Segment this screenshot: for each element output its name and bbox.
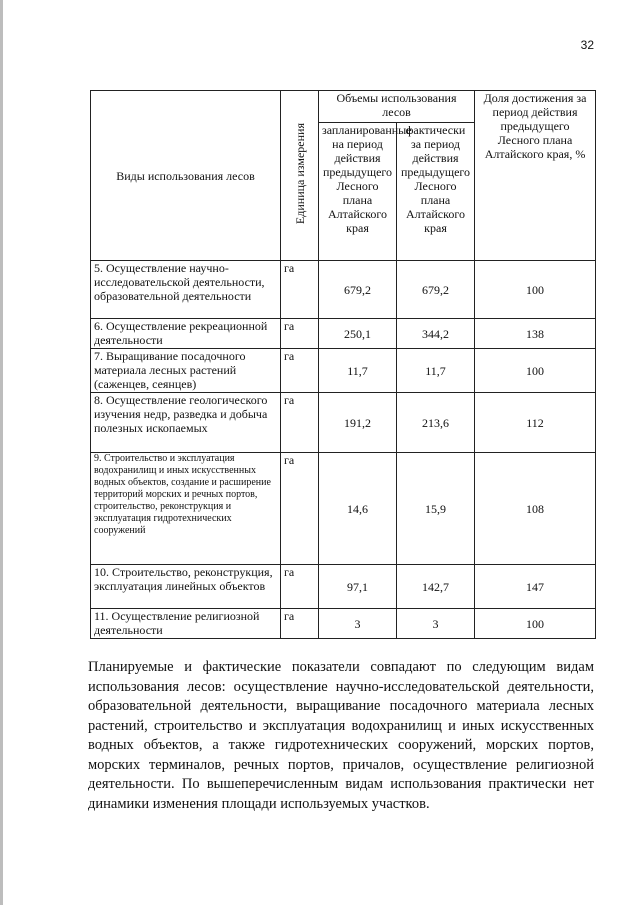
header-actual: фактически за период действия предыдущего Лесного плана Алтайского края bbox=[397, 123, 475, 261]
row-share: 138 bbox=[475, 319, 596, 349]
row-actual: 11,7 bbox=[397, 349, 475, 393]
header-planned: запланированные на период действия предыдущего Лесного плана Алтайского края bbox=[319, 123, 397, 261]
header-unit-text: Единица измерения bbox=[292, 123, 307, 225]
row-unit: га bbox=[281, 453, 319, 565]
row-unit: га bbox=[281, 261, 319, 319]
row-planned: 679,2 bbox=[319, 261, 397, 319]
row-actual: 344,2 bbox=[397, 319, 475, 349]
header-achievement-share: Доля достижения за период действия предыдущего Лесного плана Алтайского края, % bbox=[475, 91, 596, 261]
row-share: 112 bbox=[475, 393, 596, 453]
table-header bbox=[91, 91, 596, 261]
table-row bbox=[91, 393, 596, 453]
row-name: 11. Осуществление религиозной деятельности bbox=[91, 609, 281, 639]
table-row bbox=[91, 261, 596, 319]
row-name: 6. Осуществление рекреационной деятельности bbox=[91, 319, 281, 349]
row-unit: га bbox=[281, 349, 319, 393]
row-actual: 3 bbox=[397, 609, 475, 639]
row-share: 100 bbox=[475, 349, 596, 393]
row-actual: 213,6 bbox=[397, 393, 475, 453]
scan-edge bbox=[0, 0, 3, 905]
row-unit: га bbox=[281, 609, 319, 639]
row-name: 8. Осуществление геологического изучения недр, разведка и добыча полезных ископаемых bbox=[91, 393, 281, 453]
row-name: 9. Строительство и эксплуатация водохранилищ и иных искусственных водных объектов, создание и расширение территорий морских и речных портов, строительство, реконструкция и эксплуатация гидротехнических сооружений bbox=[91, 453, 281, 565]
forest-use-table bbox=[90, 90, 596, 639]
row-planned: 3 bbox=[319, 609, 397, 639]
row-actual: 15,9 bbox=[397, 453, 475, 565]
row-planned: 250,1 bbox=[319, 319, 397, 349]
table-row bbox=[91, 609, 596, 639]
row-share: 100 bbox=[475, 609, 596, 639]
row-name: 7. Выращивание посадочного материала лесных растений (саженцев, сеянцев) bbox=[91, 349, 281, 393]
row-share: 108 bbox=[475, 453, 596, 565]
header-unit bbox=[281, 91, 319, 261]
row-share: 147 bbox=[475, 565, 596, 609]
row-name: 5. Осуществление научно-исследовательской деятельности, образовательной деятельности bbox=[91, 261, 281, 319]
table-row bbox=[91, 565, 596, 609]
page-number: 32 bbox=[580, 38, 594, 52]
row-actual: 679,2 bbox=[397, 261, 475, 319]
row-share: 100 bbox=[475, 261, 596, 319]
table-row bbox=[91, 319, 596, 349]
row-actual: 142,7 bbox=[397, 565, 475, 609]
header-forest-use-types: Виды использования лесов bbox=[91, 91, 281, 261]
row-planned: 191,2 bbox=[319, 393, 397, 453]
row-name: 10. Строительство, реконструкция, эксплуатация линейных объектов bbox=[91, 565, 281, 609]
row-planned: 97,1 bbox=[319, 565, 397, 609]
row-unit: га bbox=[281, 565, 319, 609]
row-unit: га bbox=[281, 393, 319, 453]
body-paragraph: Планируемые и фактические показатели совпадают по следующим видам использования лесов: осуществление научно-исследовательской деятельности, образовательной деятельности, выращивание посадочного материала лесных растений, строительство и эксплуатация водохранилищ и иных искусственных водных объектов, а также гидротехнических сооружений, морских портов, морских терминалов, речных портов, причалов, осуществление религиозной деятельности. По вышеперечисленным видам использования практически нет динамики изменения площади используемых участков. bbox=[88, 659, 594, 812]
row-planned: 11,7 bbox=[319, 349, 397, 393]
table-row bbox=[91, 453, 596, 565]
row-planned: 14,6 bbox=[319, 453, 397, 565]
row-unit: га bbox=[281, 319, 319, 349]
header-usage-volumes: Объемы использования лесов bbox=[319, 91, 475, 123]
table-row bbox=[91, 349, 596, 393]
